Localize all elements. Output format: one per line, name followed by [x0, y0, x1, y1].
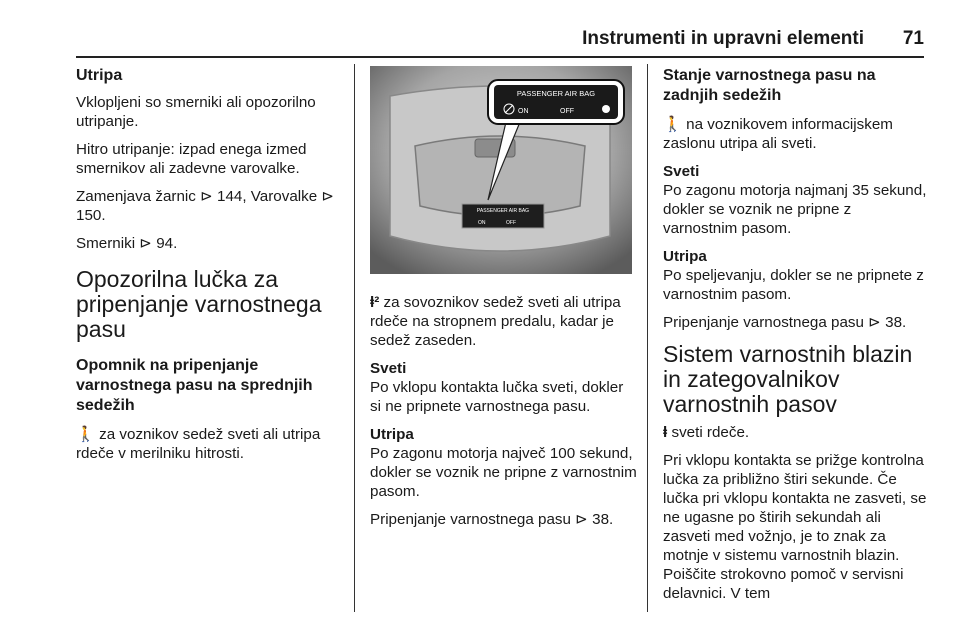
paragraph: Po speljevanju, dokler se ne pripnete z varnostnim pasom.: [663, 267, 924, 303]
paragraph: Zamenjava žarnic ⊳ 144, Varovalke ⊳ 150.: [76, 188, 335, 224]
section-heading: Sistem varnostnih blazin in zategovalnikov varnostnih pasov: [663, 341, 913, 417]
section-heading: Opozorilna lučka za pripenjanje varnostnega pasu: [76, 266, 322, 342]
rear-seatbelt-heading: Stanje varnostnega pasu na zadnjih sedežih: [663, 67, 876, 104]
airbag-seat-icon: ⱡ²: [370, 294, 380, 311]
small-panel-label: PASSENGER AIR BAG: [476, 208, 530, 214]
seatbelt-icon: 🚶: [76, 426, 95, 443]
utripa-heading: Utripa: [663, 248, 707, 265]
paragraph-text: na voznikovem informacijskem zaslonu utripa ali sveti.: [663, 116, 893, 152]
seatbelt-icon: 🚶: [663, 116, 682, 133]
sveti-heading: Sveti: [663, 163, 700, 180]
sub-heading: Opomnik na pripenjanje varnostnega pasu na sprednjih sedežih: [76, 357, 313, 414]
paragraph: Po vklopu kontakta lučka sveti, dokler si ne pripnete varnostnega pasu.: [370, 379, 624, 415]
off-label: OFF: [560, 108, 574, 115]
roof-console-figure: [370, 66, 632, 274]
column-divider-1: [354, 64, 355, 612]
sveti-heading: Sveti: [370, 360, 407, 377]
page-header: [76, 28, 924, 50]
utripa-heading: Utripa: [370, 426, 414, 443]
paragraph: Smerniki ⊳ 94.: [76, 235, 178, 252]
paragraph-text: za sovoznikov sedež sveti ali utripa rdeče na stropnem predalu, kadar je sedež zaseden.: [370, 294, 621, 349]
airbag-icon: ⱡ: [663, 424, 668, 441]
paragraph-text: za voznikov sedež sveti ali utripa rdeče v merilniku hitrosti.: [76, 426, 321, 462]
panel-label: PASSENGER AIR BAG: [516, 89, 596, 98]
roof-console-illustration: [370, 66, 632, 274]
utripa-heading: Utripa: [76, 67, 123, 84]
on-label: ON: [518, 108, 529, 115]
paragraph: [663, 115, 928, 153]
page-number: 71: [902, 28, 924, 49]
paragraph: Hitro utripanje: izpad enega izmed smernikov ali zadevne varovalke.: [76, 141, 307, 177]
paragraph: [370, 293, 638, 350]
paragraph: Pri vklopu kontakta se prižge kontrolna lučka za približno štiri sekunde. Če lučka pri vklopu kontakta ne zasveti, se ne ugasne po štirih sekundah ali zasveti med vožnjo, je to znak za motnje v sistemu varnostnih blazin. Poiščite strokovno pomoč v servisni delavnici. V tem: [663, 452, 927, 602]
column-divider-2: [647, 64, 648, 612]
paragraph: Pripenjanje varnostnega pasu ⊳ 38.: [370, 511, 614, 528]
column-1: [76, 66, 338, 472]
paragraph: Pripenjanje varnostnega pasu ⊳ 38.: [663, 314, 907, 331]
small-on-label: ON: [478, 220, 486, 226]
column-3: [663, 66, 928, 612]
header-title: Instrumenti in upravni elementi: [582, 28, 864, 49]
small-off-label: OFF: [506, 220, 516, 226]
paragraph: [663, 423, 928, 442]
paragraph: Vklopljeni so smerniki ali opozorilno utripanje.: [76, 94, 316, 130]
paragraph-text: sveti rdeče.: [671, 424, 750, 441]
paragraph: Po zagonu motorja najmanj 35 sekund, dokler se voznik ne pripne z varnostnim pasom.: [663, 182, 927, 237]
paragraph: [76, 425, 338, 463]
column-2: [370, 293, 638, 538]
header-rule: [76, 56, 924, 58]
paragraph: Po zagonu motorja največ 100 sekund, dokler se voznik ne pripne z varnostnim pasom.: [370, 445, 637, 500]
